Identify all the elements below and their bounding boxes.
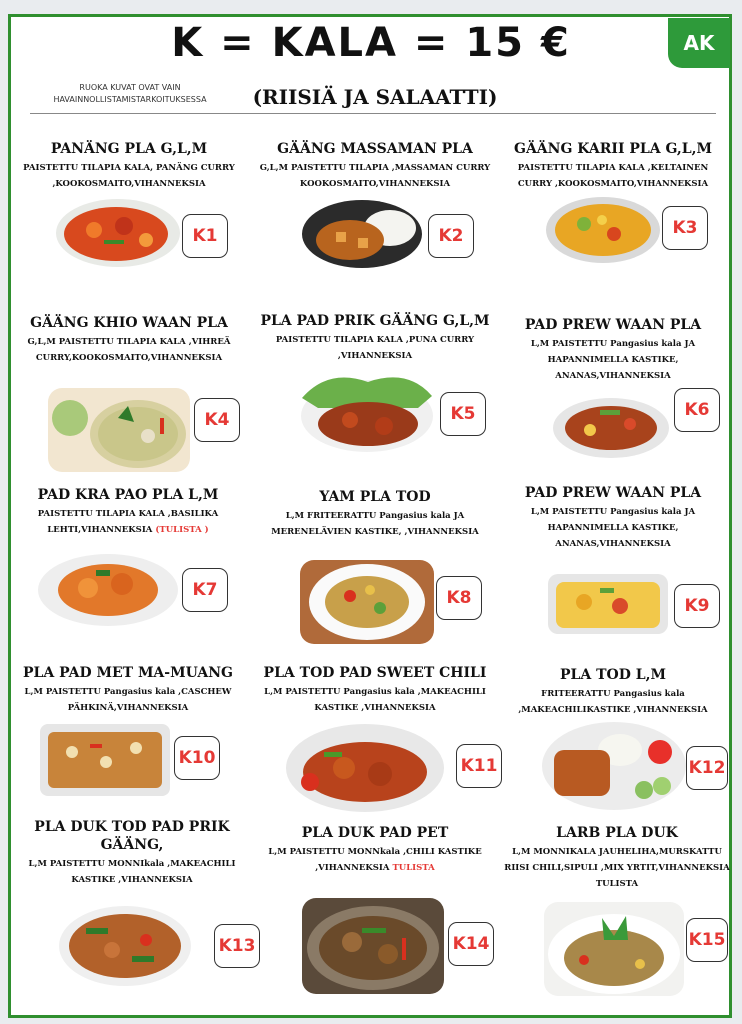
dish-photo [550, 388, 672, 462]
menu-item-k7 [10, 486, 246, 538]
dish-name: GÄÄNG KHIO WAAN PLA [30, 315, 228, 331]
dish-code: K3 [662, 206, 708, 250]
dish-name: PLA PAD PRIK GÄÄNG G,L,M [260, 313, 490, 329]
dish-description: L,M PAISTETTU Pangasius kala JA HAPANNIMELLA KASTIKE, ANANAS,VIHANNEKSIA [530, 339, 696, 381]
menu-item-k4 [14, 314, 244, 366]
dish-code: K13 [214, 924, 260, 968]
menu-item-k15 [504, 824, 730, 892]
dish-photo [302, 898, 444, 994]
dish-description: L,M FRITEERATTU Pangasius kala JA MERENELÄVIEN KASTIKE, ,VIHANNEKSIA [271, 511, 479, 537]
dish-code: K4 [194, 398, 240, 442]
dish-photo [48, 388, 190, 472]
ak-badge: AK [668, 18, 730, 68]
menu-item-k13 [14, 818, 250, 888]
dish-photo [544, 566, 672, 640]
menu-item-k12 [500, 666, 726, 718]
dish-name: LARB PLA DUK [556, 825, 678, 841]
dish-description: PAISTETTU TILAPIA KALA ,PUNA CURRY ,VIHANNEKSIA [275, 335, 475, 361]
menu-item-k9 [500, 484, 726, 552]
dish-photo [300, 560, 434, 644]
dish-name: PAD PREW WAAN PLA [524, 317, 702, 333]
dish-description: L,M PAISTETTU MONNIkala ,MAKEACHILI KASTIKE ,VIHANNEKSIA [28, 859, 236, 885]
dish-description: PAISTETTU TILAPIA KALA ,BASILIKA LEHTI,VIHANNEKSIA (TULISTA ) [37, 509, 219, 535]
dish-code: K15 [686, 918, 728, 962]
menu-item-k5 [252, 312, 498, 364]
dish-photo [298, 368, 436, 454]
dish-photo [284, 722, 446, 814]
dish-code: K8 [436, 576, 482, 620]
menu-item-k14 [252, 824, 498, 876]
dish-code: K6 [674, 388, 720, 432]
dish-photo [300, 196, 424, 270]
dish-name: PLA DUK TOD PAD PRIK GÄÄNG, [34, 819, 230, 853]
dish-code: K11 [456, 744, 502, 788]
menu-item-k1 [14, 140, 244, 192]
dish-name: PAD PREW WAAN PLA [524, 485, 702, 501]
dish-code: K14 [448, 922, 494, 966]
dish-description: L,M PAISTETTU Pangasius kala ,MAKEACHILI KASTIKE ,VIHANNEKSIA [264, 687, 486, 713]
dish-description: L,M PAISTETTU MONNkala ,CHILI KASTIKE ,VIHANNEKSIA TULISTA [268, 847, 482, 873]
dish-name: GÄÄNG KARII PLA G,L,M [513, 141, 713, 157]
disclaimer-text: RUOKA KUVAT OVAT VAIN HAVAINNOLLISTAMISTARKOITUKSESSA [53, 83, 207, 104]
menu-item-k2 [252, 140, 498, 192]
dish-photo [54, 196, 182, 270]
dish-name: PAD KRA PAO PLA L,M [37, 487, 219, 503]
menu-item-k3 [500, 140, 726, 192]
dish-code: K10 [174, 736, 220, 780]
dish-description: G,L,M PAISTETTU TILAPIA KALA ,VIHREÄ CURRY,KOOKOSMAITO,VIHANNEKSIA [27, 337, 231, 363]
dish-description: PAISTETTU TILAPIA KALA ,KELTAINEN CURRY ,KOOKOSMAITO,VIHANNEKSIA [517, 163, 709, 189]
dish-description: L,M PAISTETTU Pangasius kala JA HAPANNIMELLA KASTIKE, ANANAS,VIHANNEKSIA [530, 507, 696, 549]
dish-photo [544, 194, 662, 266]
dish-description: G,L,M PAISTETTU TILAPIA ,MASSAMAN CURRY KOOKOSMAITO,VIHANNEKSIA [259, 163, 491, 189]
dish-photo [36, 718, 174, 802]
dish-code: K7 [182, 568, 228, 612]
dish-code: K9 [674, 584, 720, 628]
menu-item-k11 [252, 664, 498, 716]
dish-code: K5 [440, 392, 486, 436]
dish-code: K12 [686, 746, 728, 790]
page-subtitle: (RIISIÄ JA SALAATTI) [252, 85, 498, 109]
dish-description: FRITEERATTU Pangasius kala ,MAKEACHILIKASTIKE ,VIHANNEKSIA [518, 689, 708, 715]
dish-description: L,M MONNIKALA JAUHELIHA,MURSKATTU RIISI CHILI,SIPULI ,MIX YRTIT,VIHANNEKSIA TULISTA [504, 847, 730, 889]
dish-name: PANÄNG PLA G,L,M [50, 141, 208, 157]
dish-name: PLA PAD MET MA-MUANG [22, 665, 233, 681]
dish-photo [56, 902, 194, 988]
dish-name: PLA TOD L,M [560, 667, 666, 683]
dish-photo [540, 720, 688, 812]
dish-name: YAM PLA TOD [319, 489, 431, 505]
dish-code: K2 [428, 214, 474, 258]
dish-name: PLA DUK PAD PET [301, 825, 449, 841]
menu-item-k8 [252, 488, 498, 540]
dish-description: L,M PAISTETTU Pangasius kala ,CASCHEW PÄHKINÄ,VIHANNEKSIA [24, 687, 232, 713]
menu-item-k10 [10, 664, 246, 716]
header-divider [30, 113, 716, 114]
dish-description: PAISTETTU TILAPIA KALA, PANÄNG CURRY ,KOOKOSMAITO,VIHANNEKSIA [23, 163, 235, 189]
dish-photo [36, 548, 180, 628]
dish-photo [544, 902, 684, 996]
dish-code: K1 [182, 214, 228, 258]
dish-name: PLA TOD PAD SWEET CHILI [263, 665, 487, 681]
menu-item-k6 [500, 316, 726, 384]
dish-name: GÄÄNG MASSAMAN PLA [277, 141, 473, 157]
page-title: K = KALA = 15 € [171, 20, 571, 66]
